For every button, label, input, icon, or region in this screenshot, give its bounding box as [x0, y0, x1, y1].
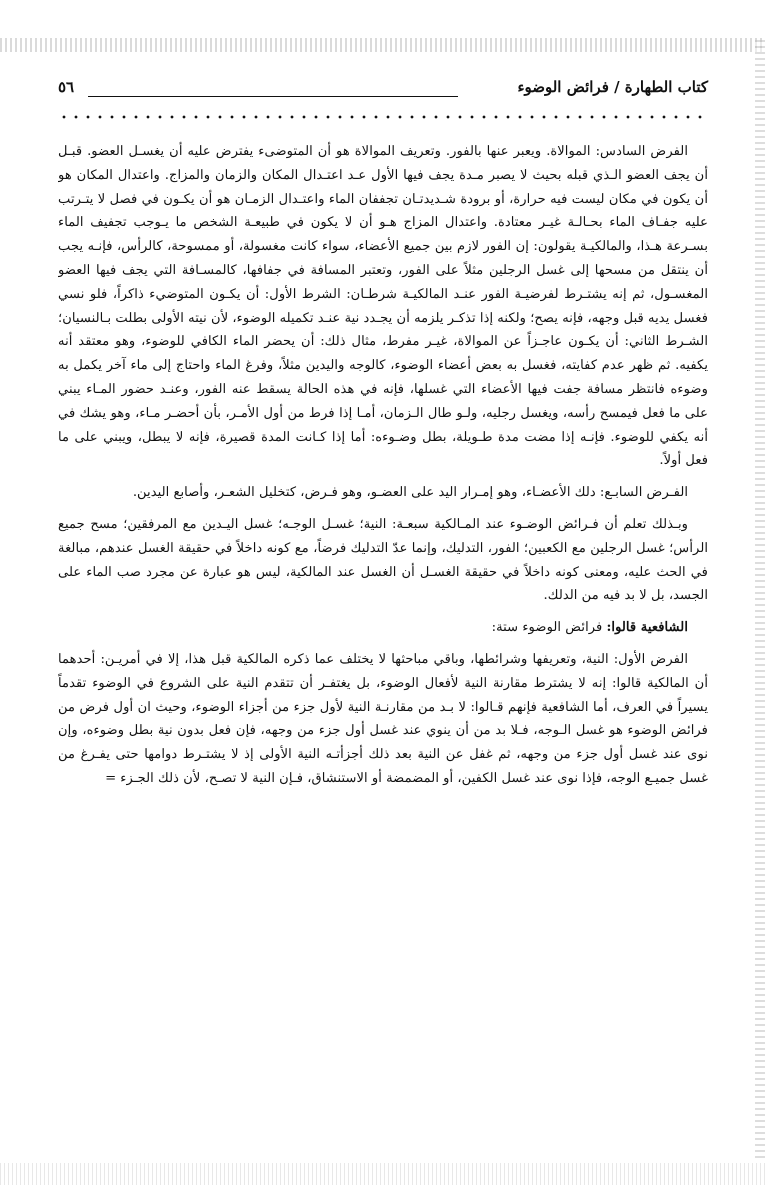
right-ornamental-border — [755, 40, 765, 1160]
shafii-heading: الشافعية قالوا: — [606, 620, 688, 636]
header-rule — [88, 96, 458, 97]
shafii-intro-text: فرائض الوضوء ستة: — [491, 620, 603, 636]
page-number: ٥٦ — [58, 78, 75, 96]
paragraph-shafii-first-obligation: الفرض الأول: النية، وتعريفها وشرائطها، وباقي مباحثها لا يختلف عما ذكره المالكية قبل هذا، إلا في أمريـن: أحدهما أن المالكية قالوا: إنه لا يشترط مقارنة النية لأفعال الوضوء، بل يغتفـر أن تتقدم النية على الشروع في الوضوء تقدماً يسيراً في العرف، أما الشافعية فإنهم قـالوا: لا بـد من مقارنـة النية لأول جزء من أجزاء الوضوء، وحيث ان أول فرض من فرائض الوضوء هو غسل الـوجه، فـلا بد من أن ينوي عند غسل أول جزء من وجهه، فإن فعل بدون نية بطل وضوءه، وإن نوى عند غسل أول جزء من وجهه، ثم غفل عن النية بعد ذلك أجزأتـه النية الأولى إذ لا يشتـرط دوامها حتى يفـرغ من غسل جميـع الوجه، فإذا نوى عند غسل الكفين، أو المضمضة أو الاستنشاق، فـإن النية لا تصـح، لأن ذلك الجـزء = — [58, 651, 708, 786]
running-title: كتاب الطهارة / فرائض الوضوء — [517, 78, 708, 96]
top-ornamental-border — [0, 38, 765, 52]
paragraph-shafii-intro — [58, 616, 708, 640]
paragraph-maliki-summary: وبـذلك تعلم أن فـرائض الوضـوء عند المـالكية سبعـة: النية؛ غسـل الوجـه؛ غسل اليـدين مع المرفقين؛ مسح جميع الرأس؛ غسل الرجلين مع الكعبين؛ الفور، التدليك، وإنما عدّ التدليك فرضاً، مع كونه داخلاً في حقيقة الغسل عندهم، مبالغة في الحث عليه، ومعنى كونه داخلاً في حقيقة الغسـل أن الغسل عند المالكية، ليس هو عبارة عن مجرد صب الماء على الجسد، بل لا بد فيه من الدلك. — [58, 516, 708, 604]
dotted-separator — [58, 112, 708, 122]
page-header — [58, 78, 708, 104]
page-body — [58, 140, 708, 1160]
paragraph-sixth-obligation: الفرض السادس: الموالاة. ويعبر عنها بالفور. وتعريف الموالاة هو أن المتوضىء يفترض عليه أن يغسـل العضو. قبـل أن يجف العضو الـذي قبله بحيث لا يصبر مـدة يجف فيها الأول عـد اعتـدال المكان والزمان والمزاج. واعتدال المكان هو أن يكون في مكان ليست فيه حرارة، أو برودة شـديدتـان تجففان الماء واعتـدال الزمـان هو أن يكـون في فصل لا يتـرتب عليه جفـاف الماء بحـالـة غيـر معتادة. واعتدال المزاج هـو أن لا يكون في طبيعـة الشخص ما يـوجب تجفيف الماء بسـرعة هـذا، والمالكيـة يقولون: إن الفور لازم بين جميع الأعضاء، سواء كانت مغسولة، أو ممسوحة، كالرأس، فإنـه يجب أن ينتقل من مسحها إلى غسل الرجلين مثلاً على الفور، وتعتبر المسافة في جفافها، كالمسـافة التي يجف فيها العضو المغسـول، ثم إنه يشتـرط لفرضيـة الفور عنـد المالكيـة شرطـان: الشرط الأول: أن يكـون المتوضيء ذاكراً، فلو نسي فغسل يديه قبل وجهه، فإنه يصح؛ ولكنه إذا تذكـر يلزمه أن يجـدد نية عنـد تكميله الوضوء، لأن نيته الأولى بطلت بـالنسيان؛ الشـرط الثاني: أن يكـون عاجـزاً عن الموالاة، غيـر مفرط، مثال ذلك: أن يحضر الماء الكافي للوضوء، وهو معتقد أنه يكفيه. ثم ظهر عدم كفايته، فغسل به بعض أعضاء الوضوء، كالوجه واليدين مثلاً، وفرغ الماء واحتاج إلى ماء آخر يكمل به وضوءه فانتظر مسافة جفت فيها الأعضاء التي غسلها، فإنه في هذه الحالة يسقط عنه الفور، وعنـد حضور المـاء يبني على ما فعل فيمسح رأسه، ويغسل رجليه، ولـو طال الـزمان، أمـا إذا فرط من أول الأمـر، بأن أحضـر مـاء، وهو يشك في أنه يكفي للوضوء. فإنـه إذا مضت مدة طـويلة، بطل وضـوءه: أما إذا كـانت المدة قصيرة، فإنه لا يبطل، ويبني على ما فعل أولاً. — [58, 144, 708, 469]
paragraph-seventh-obligation: الفـرض السابـع: دلك الأعضـاء، وهو إمـرار اليد على العضـو، وهو فـرض، كتخليل الشعـر، وأصابع اليدين. — [132, 485, 688, 501]
bottom-scan-border — [0, 1163, 765, 1185]
